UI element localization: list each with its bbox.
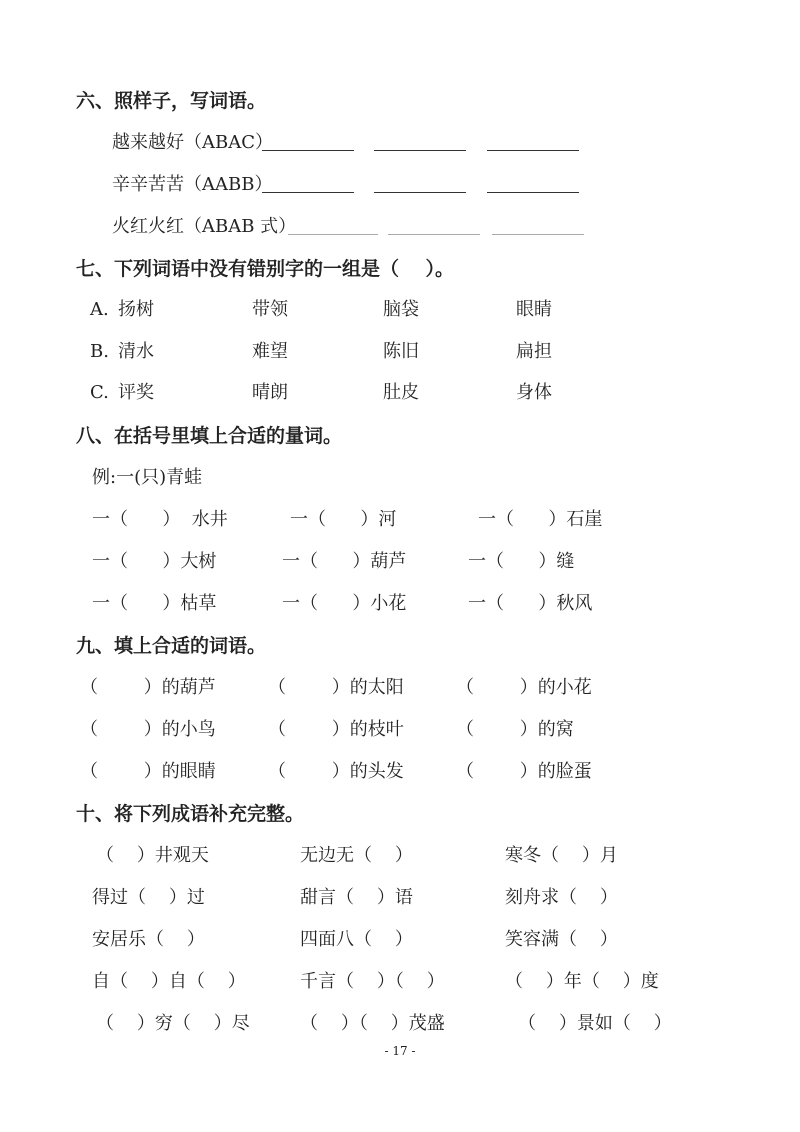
idiom-item: （ ）景如（ ） bbox=[518, 1013, 672, 1034]
measure-word-item: 一（ ）枯草 bbox=[92, 593, 217, 614]
idiom-item: 刻舟求（ ） bbox=[505, 887, 618, 908]
idiom-item: （ ）（ ）茂盛 bbox=[300, 1013, 445, 1034]
option-word: 难望 bbox=[252, 341, 288, 362]
fill-word-item: （ ）的窝 bbox=[456, 719, 574, 740]
option-label: C. bbox=[90, 382, 109, 403]
fill-word-item: （ ）的脸蛋 bbox=[456, 761, 592, 782]
fill-word-item: （ ）的太阳 bbox=[268, 677, 404, 698]
fill-word-item: （ ）的葫芦 bbox=[80, 677, 216, 698]
idiom-item: 笑容满（ ） bbox=[505, 929, 618, 950]
pattern-item-abac: 越来越好（ABAC） bbox=[112, 132, 273, 153]
measure-word-item: 一（ ）缝 bbox=[468, 551, 575, 572]
measure-word-item: 一（ ）河 bbox=[290, 509, 397, 530]
fill-word-item: （ ）的头发 bbox=[268, 761, 404, 782]
measure-word-item: 一（ ）石崖 bbox=[478, 509, 603, 530]
measure-word-item: 一（ ）秋风 bbox=[468, 593, 593, 614]
example-text: 例:一(只)青蛙 bbox=[92, 467, 203, 488]
idiom-item: 安居乐（ ） bbox=[92, 929, 205, 950]
fill-word-item: （ ）的小花 bbox=[456, 677, 592, 698]
section-7-heading: 七、下列词语中没有错别字的一组是（ ）。 bbox=[76, 258, 454, 280]
section-8-heading: 八、在括号里填上合适的量词。 bbox=[76, 425, 343, 447]
idiom-item: 甜言（ ）语 bbox=[300, 887, 413, 908]
idiom-item: 得过（ ）过 bbox=[92, 887, 205, 908]
option-label: B. bbox=[90, 341, 109, 362]
option-word: 带领 bbox=[252, 299, 288, 320]
answer-blank[interactable] bbox=[388, 234, 480, 235]
option-word: 脑袋 bbox=[383, 299, 419, 320]
idiom-item: 无边无（ ） bbox=[300, 845, 413, 866]
measure-word-item: 一（ ）葫芦 bbox=[282, 551, 407, 572]
pattern-item-abab: 火红火红（ABAB 式） bbox=[112, 216, 297, 237]
measure-word-item: 一（ ）大树 bbox=[92, 551, 217, 572]
option-word: 陈旧 bbox=[383, 341, 419, 362]
option-word: 身体 bbox=[516, 382, 552, 403]
measure-word-item: 一（ ）小花 bbox=[282, 593, 407, 614]
section-9-heading: 九、填上合适的词语。 bbox=[76, 635, 267, 657]
answer-blank[interactable] bbox=[262, 192, 354, 193]
option-word: 扁担 bbox=[516, 341, 552, 362]
answer-blank[interactable] bbox=[374, 150, 466, 151]
option-word: 晴朗 bbox=[252, 382, 288, 403]
measure-word-item: 一（ ） 水井 bbox=[92, 509, 228, 530]
option-label: A. bbox=[90, 299, 109, 320]
fill-word-item: （ ）的眼睛 bbox=[80, 761, 216, 782]
idiom-item: 四面八（ ） bbox=[300, 929, 413, 950]
idiom-item: （ ）年（ ）度 bbox=[505, 971, 659, 992]
pattern-item-aabb: 辛辛苦苦（AABB） bbox=[112, 174, 273, 195]
idiom-item: 千言（ ）（ ） bbox=[300, 971, 445, 992]
option-word: 肚皮 bbox=[383, 382, 419, 403]
answer-blank[interactable] bbox=[262, 150, 354, 151]
option-word: 评奖 bbox=[118, 382, 154, 403]
answer-blank[interactable] bbox=[487, 192, 579, 193]
answer-blank[interactable] bbox=[487, 150, 579, 151]
idiom-item: 自（ ）自（ ） bbox=[92, 971, 246, 992]
page-number: - 17 - bbox=[384, 1044, 416, 1058]
section-10-heading: 十、将下列成语补充完整。 bbox=[76, 803, 305, 825]
answer-blank[interactable] bbox=[492, 234, 584, 235]
section-6-heading: 六、照样子，写词语。 bbox=[76, 90, 267, 112]
option-word: 眼睛 bbox=[516, 299, 552, 320]
option-word: 扬树 bbox=[118, 299, 154, 320]
fill-word-item: （ ）的小鸟 bbox=[80, 719, 216, 740]
answer-blank[interactable] bbox=[288, 234, 378, 235]
idiom-item: 寒冬（ ）月 bbox=[505, 845, 618, 866]
answer-blank[interactable] bbox=[374, 192, 466, 193]
idiom-item: （ ）井观天 bbox=[96, 845, 209, 866]
fill-word-item: （ ）的枝叶 bbox=[268, 719, 404, 740]
idiom-item: （ ）穷（ ）尽 bbox=[96, 1013, 250, 1034]
option-word: 清水 bbox=[118, 341, 154, 362]
